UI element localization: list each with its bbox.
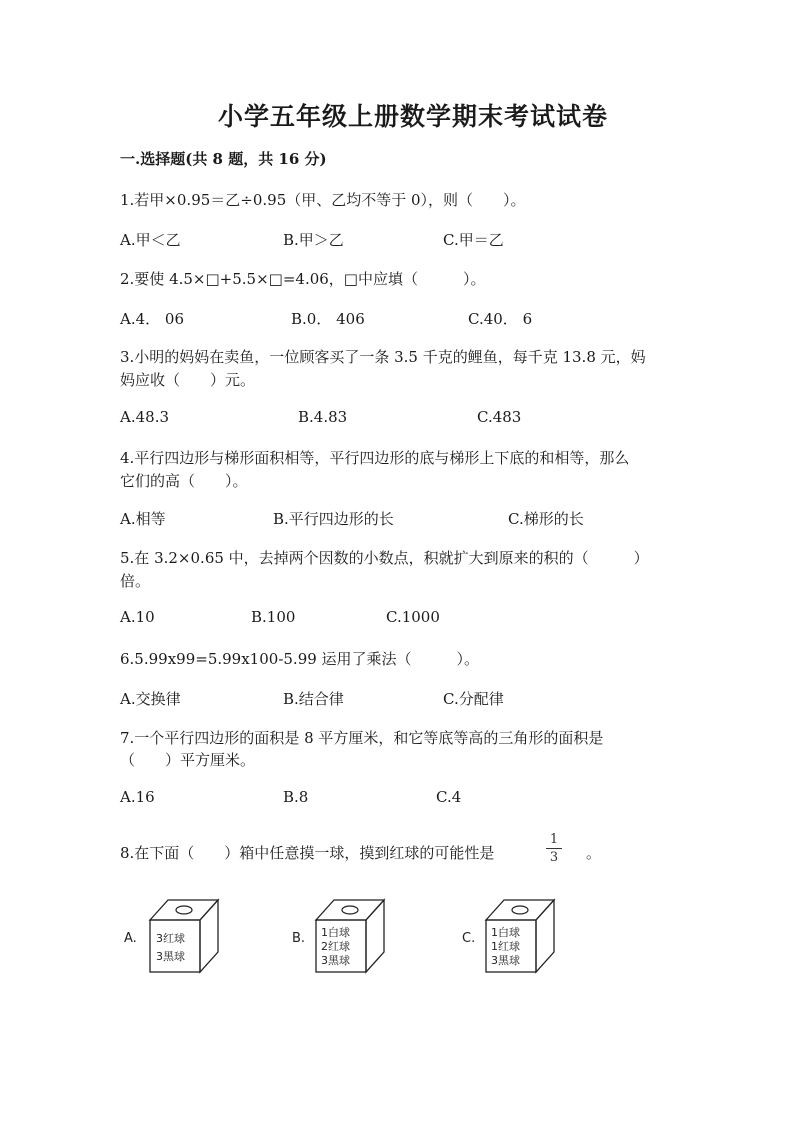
question-4-option-a: A.相等 (120, 510, 166, 528)
question-8-text: 8.在下面（ ）箱中任意摸一球，摸到红球的可能性是 (120, 844, 495, 862)
question-5-option-b: B.100 (251, 608, 296, 626)
question-2-text: 2.要使 4.5×□+5.5×□=4.06，□中应填（ ）。 (120, 270, 486, 288)
section-heading: 一.选择题(共 8 题，共 16 分) (120, 150, 327, 168)
fraction-bar (546, 848, 562, 849)
boxes-figure (120, 890, 580, 990)
box-a-hole (176, 906, 192, 914)
question-6-option-b: B.结合律 (283, 690, 344, 708)
question-1-option-a: A.甲＜乙 (120, 231, 181, 249)
question-7-option-c: C.4 (436, 788, 462, 806)
question-7-option-a: A.16 (120, 788, 155, 806)
box-b-line-1: 1白球 (321, 926, 350, 939)
question-2-option-a: A.4． 06 (120, 310, 184, 328)
question-5-option-c: C.1000 (386, 608, 440, 626)
question-3-option-c: C.483 (477, 408, 522, 426)
question-6-option-c: C.分配律 (443, 690, 504, 708)
question-1-option-c: C.甲＝乙 (443, 231, 504, 249)
box-c (462, 900, 554, 972)
question-2-option-c: C.40． 6 (468, 310, 533, 328)
question-4-text: 4.平行四边形与梯形面积相等，平行四边形的底与梯形上下底的和相等，那么 (120, 449, 630, 467)
question-4-option-b: B.平行四边形的长 (273, 510, 394, 528)
box-a-line-2: 3黑球 (156, 950, 185, 963)
question-6-option-a: A.交换律 (120, 690, 181, 708)
box-b (292, 900, 384, 972)
box-a (124, 900, 218, 972)
fraction-denominator: 3 (549, 850, 559, 865)
box-c-hole (512, 906, 528, 914)
question-1-text: 1.若甲×0.95＝乙÷0.95（甲、乙均不等于 0），则（ ）。 (120, 191, 526, 209)
box-b-top (316, 900, 384, 920)
box-c-line-3: 3黑球 (491, 954, 520, 967)
page-title: 小学五年级上册数学期末考试试卷 (218, 102, 609, 131)
question-1-option-b: B.甲＞乙 (283, 231, 344, 249)
question-2-option-b: B.0． 406 (291, 310, 365, 328)
question-3-text-line2: 妈应收（ ）元。 (120, 371, 256, 389)
box-a-side (200, 900, 218, 972)
box-b-line-3: 3黑球 (321, 954, 350, 967)
box-a-top (150, 900, 218, 920)
question-7-text: 7.一个平行四边形的面积是 8 平方厘米，和它等底等高的三角形的面积是 (120, 729, 604, 747)
box-b-hole (342, 906, 358, 914)
box-a-front (150, 920, 200, 972)
box-c-line-2: 1红球 (491, 940, 520, 953)
box-a-line-1: 3红球 (156, 932, 185, 945)
question-3-option-b: B.4.83 (298, 408, 348, 426)
box-a-label: A. (124, 931, 137, 946)
question-4-option-c: C.梯形的长 (508, 510, 584, 528)
question-3-option-a: A.48.3 (120, 408, 169, 426)
box-c-top (486, 900, 554, 920)
box-b-side (366, 900, 384, 972)
box-c-line-1: 1白球 (491, 926, 520, 939)
question-5-option-a: A.10 (120, 608, 155, 626)
box-c-side (536, 900, 554, 972)
box-b-line-2: 2红球 (321, 940, 350, 953)
box-c-label: C. (462, 931, 476, 946)
box-b-label: B. (292, 931, 306, 946)
question-7-option-b: B.8 (283, 788, 309, 806)
question-5-text-line2: 倍。 (120, 572, 151, 590)
question-4-text-line2: 它们的高（ ）。 (120, 472, 248, 490)
fraction-one-third (546, 832, 562, 865)
question-7-text-line2: （ ）平方厘米。 (120, 751, 256, 769)
fraction-numerator: 1 (549, 832, 559, 847)
question-6-text: 6.5.99x99=5.99x100-5.99 运用了乘法（ ）。 (120, 650, 480, 668)
question-3-text: 3.小明的妈妈在卖鱼，一位顾客买了一条 3.5 千克的鲤鱼，每千克 13.8 元，妈 (120, 348, 646, 366)
question-8-text-end: 。 (586, 844, 602, 862)
question-5-text: 5.在 3.2×0.65 中，去掉两个因数的小数点，积就扩大到原来的积的（ ） (120, 549, 649, 567)
